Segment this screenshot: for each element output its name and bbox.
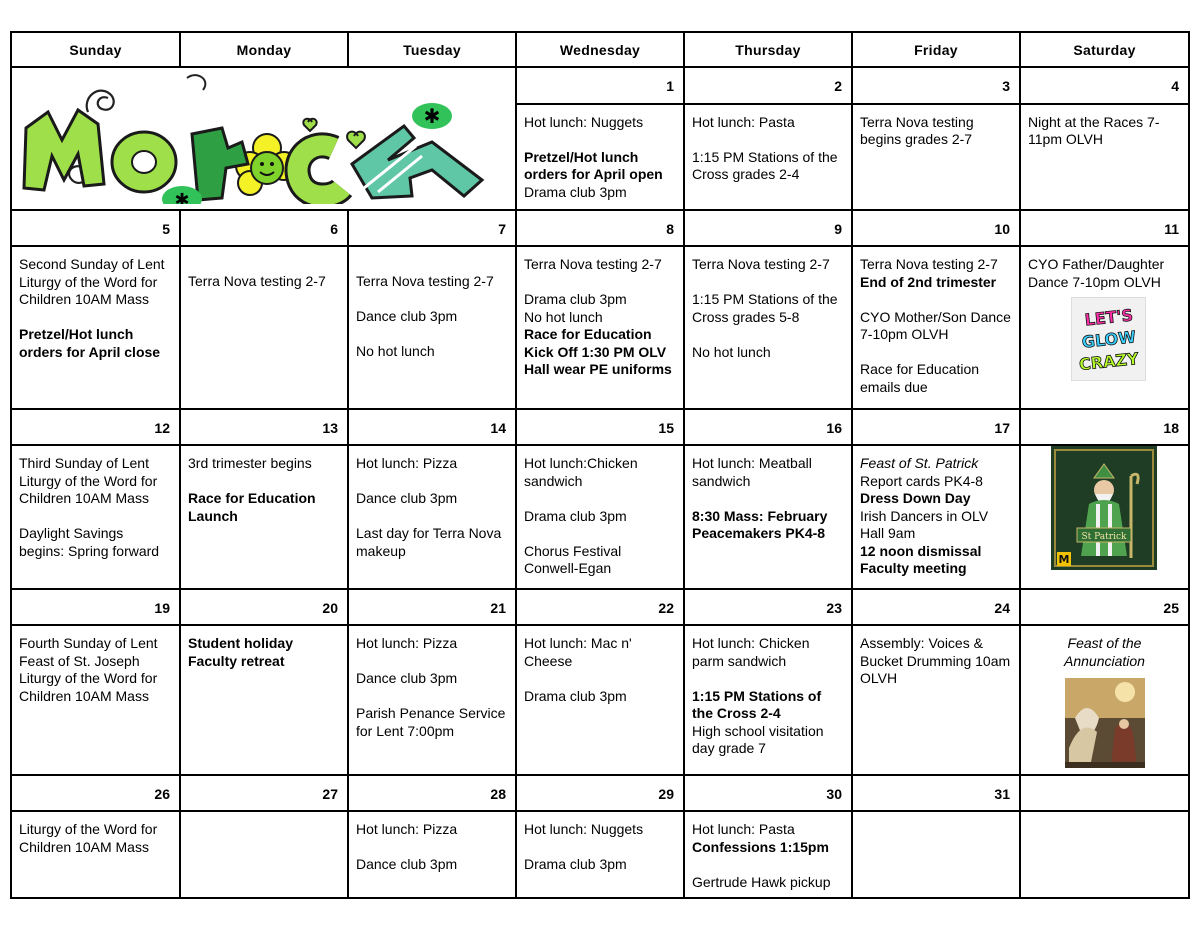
day-cell-21 bbox=[348, 625, 516, 775]
day-number-12: 12 bbox=[11, 409, 180, 445]
march-banner bbox=[11, 67, 516, 210]
event-text: Hot lunch: Pizza bbox=[356, 635, 458, 651]
event-text: Feast of St. Patrick bbox=[860, 455, 979, 471]
march-title-art bbox=[12, 68, 512, 204]
day-cell-30 bbox=[684, 811, 852, 898]
day-number-24: 24 bbox=[852, 589, 1020, 625]
event-text: Race for Education emails due bbox=[860, 361, 980, 395]
day-cell-6 bbox=[180, 246, 348, 409]
event-text: Terra Nova testing 2-7 bbox=[692, 256, 830, 272]
event-text: No hot lunch bbox=[692, 343, 771, 360]
event-text: Report cards PK4-8 bbox=[860, 472, 983, 489]
publisher-badge: M bbox=[1058, 553, 1070, 566]
event-text: Drama club 3pm bbox=[524, 507, 627, 524]
day-number-10: 10 bbox=[852, 210, 1020, 246]
event-text: Hot lunch:Chicken sandwich bbox=[524, 455, 638, 489]
heart-icon bbox=[303, 119, 316, 131]
day-cell-2 bbox=[684, 104, 852, 210]
st-patrick-caption: St Patrick bbox=[1081, 532, 1127, 542]
day-number-28: 28 bbox=[348, 775, 516, 811]
day-number-14: 14 bbox=[348, 409, 516, 445]
event-text: Pretzel/Hot lunch orders for April open bbox=[524, 148, 663, 183]
annunciation-image bbox=[1065, 678, 1145, 768]
event-text: Fourth Sunday of Lent Feast of St. Joseph Liturgy of the Word for Children 10AM Mass bbox=[19, 635, 158, 704]
event-text: 1:15 PM Stations of the Cross grades 2-4 bbox=[692, 148, 838, 183]
event-text: Daylight Savings begins: Spring forward bbox=[19, 525, 160, 559]
day-number-20: 20 bbox=[180, 589, 348, 625]
empty-day-cell bbox=[1020, 811, 1189, 898]
event-text: Third Sunday of Lent Liturgy of the Word for Children 10AM Mass bbox=[19, 455, 158, 506]
event-text: CYO Father/Daughter Dance 7-10pm OLVH bbox=[1028, 256, 1165, 290]
sticker-word: CRAZY bbox=[1077, 348, 1139, 375]
event-text: Gertrude Hawk pickup bbox=[692, 873, 831, 890]
event-text: End of 2nd trimester bbox=[860, 273, 997, 290]
day-number-15: 15 bbox=[516, 409, 684, 445]
lets-glow-crazy-sticker bbox=[1071, 297, 1146, 381]
glow-sticker-art bbox=[1076, 303, 1142, 375]
event-text: Race for Education Launch bbox=[188, 490, 316, 524]
event-text: Drama club 3pm bbox=[524, 856, 627, 872]
day-number-25: 25 bbox=[1020, 589, 1189, 625]
sticker-word: LET'S bbox=[1083, 305, 1134, 330]
day-number-19: 19 bbox=[11, 589, 180, 625]
day-cell-17 bbox=[852, 445, 1020, 589]
weekday-header-row bbox=[11, 32, 1189, 67]
event-text: Hot lunch: Pasta bbox=[692, 821, 795, 837]
event-text: 8:30 Mass: February Peacemakers PK4-8 bbox=[692, 507, 828, 541]
day-cell-23 bbox=[684, 625, 852, 775]
event-text: CYO Mother/Son Dance 7-10pm OLVH bbox=[860, 308, 1011, 342]
day-cell-10 bbox=[852, 246, 1020, 409]
march-calendar bbox=[10, 31, 1190, 899]
day-cell-31 bbox=[852, 811, 1020, 898]
event-text: No hot lunch bbox=[356, 343, 435, 359]
event-text: Drama club 3pm bbox=[524, 183, 627, 200]
weekday-tuesday: Tuesday bbox=[348, 32, 516, 67]
week-3-events-row bbox=[11, 445, 1189, 589]
day-cell-1 bbox=[516, 104, 684, 210]
event-text: Pretzel/Hot lunch orders for April close bbox=[19, 326, 161, 360]
event-text: Hot lunch: Pasta bbox=[692, 113, 795, 130]
event-text: Terra Nova testing 2-7 bbox=[524, 256, 662, 272]
event-text: Dance club 3pm bbox=[356, 670, 458, 686]
svg-text:✱: ✱ bbox=[423, 106, 441, 128]
day-number-21: 21 bbox=[348, 589, 516, 625]
day-cell-27 bbox=[180, 811, 348, 898]
letter-c bbox=[298, 145, 342, 195]
weekday-monday: Monday bbox=[180, 32, 348, 67]
day-number-27: 27 bbox=[180, 775, 348, 811]
event-text: Parish Penance Service for Lent 7:00pm bbox=[356, 705, 506, 739]
week-3-number-row bbox=[11, 409, 1189, 445]
event-text: Dress Down Day bbox=[860, 490, 971, 506]
day-cell-28 bbox=[348, 811, 516, 898]
event-text: Race for Education Kick Off 1:30 PM OLV Hall wear PE uniforms bbox=[524, 326, 672, 377]
swirl-icon bbox=[187, 75, 205, 90]
day-cell-19 bbox=[11, 625, 180, 775]
event-text: Hot lunch: Meatball sandwich bbox=[692, 455, 812, 489]
day-number-13: 13 bbox=[180, 409, 348, 445]
day-cell-11 bbox=[1020, 246, 1189, 409]
letter-m bbox=[24, 110, 104, 190]
day-cell-5 bbox=[11, 246, 180, 409]
weekday-saturday: Saturday bbox=[1020, 32, 1189, 67]
event-text: Student holiday Faculty retreat bbox=[188, 635, 293, 669]
day-number-3: 3 bbox=[852, 67, 1020, 104]
day-cell-12 bbox=[11, 445, 180, 589]
event-text: Confessions 1:15pm bbox=[692, 838, 829, 855]
event-text: Chorus Festival Conwell-Egan bbox=[524, 542, 622, 576]
week-2-number-row bbox=[11, 210, 1189, 246]
week-5-events-row bbox=[11, 811, 1189, 898]
st-patrick-image bbox=[1051, 446, 1157, 570]
day-number-18: 18 bbox=[1020, 409, 1189, 445]
event-text: High school visitation day grade 7 bbox=[692, 722, 824, 756]
event-text: Liturgy of the Word for Children 10AM Mass bbox=[19, 821, 158, 855]
day-number-8: 8 bbox=[516, 210, 684, 246]
week-4-events-row bbox=[11, 625, 1189, 775]
event-text: Dance club 3pm bbox=[356, 490, 458, 506]
day-number-4: 4 bbox=[1020, 67, 1189, 104]
event-text: Terra Nova testing 2-7 bbox=[860, 256, 998, 272]
event-text: Second Sunday of Lent Liturgy of the Word for Children 10AM Mass bbox=[19, 256, 165, 307]
day-cell-7 bbox=[348, 246, 516, 409]
weekday-sunday: Sunday bbox=[11, 32, 180, 67]
week-4-number-row bbox=[11, 589, 1189, 625]
day-number-7: 7 bbox=[348, 210, 516, 246]
day-number-6: 6 bbox=[180, 210, 348, 246]
day-cell-20 bbox=[180, 625, 348, 775]
event-text: Night at the Races 7-11pm OLVH bbox=[1028, 113, 1160, 148]
day-number-26: 26 bbox=[11, 775, 180, 811]
day-number-11: 11 bbox=[1020, 210, 1189, 246]
event-text: 3rd trimester begins bbox=[188, 455, 312, 471]
day-cell-15 bbox=[516, 445, 684, 589]
event-text: 1:15 PM Stations of the Cross 2-4 bbox=[692, 687, 822, 721]
event-text: Dance club 3pm bbox=[356, 856, 458, 872]
day-number-9: 9 bbox=[684, 210, 852, 246]
weekday-friday: Friday bbox=[852, 32, 1020, 67]
day-cell-26 bbox=[11, 811, 180, 898]
event-text: Hot lunch: Pizza bbox=[356, 455, 458, 471]
event-text: 12 noon dismissal Faculty meeting bbox=[860, 542, 982, 576]
day-cell-3 bbox=[852, 104, 1020, 210]
week-5-number-row bbox=[11, 775, 1189, 811]
day-cell-29 bbox=[516, 811, 684, 898]
day-number-22: 22 bbox=[516, 589, 684, 625]
event-text: Hot lunch: Nuggets bbox=[524, 821, 644, 837]
day-number-23: 23 bbox=[684, 589, 852, 625]
week-2-events-row bbox=[11, 246, 1189, 409]
day-cell-18 bbox=[1020, 445, 1189, 589]
day-number-30: 30 bbox=[684, 775, 852, 811]
weekday-thursday: Thursday bbox=[684, 32, 852, 67]
event-text: Last day for Terra Nova makeup bbox=[356, 525, 502, 559]
day-number-17: 17 bbox=[852, 409, 1020, 445]
swirl-icon bbox=[87, 91, 114, 112]
day-number-29: 29 bbox=[516, 775, 684, 811]
sticker-word: GLOW bbox=[1080, 327, 1137, 352]
day-cell-22 bbox=[516, 625, 684, 775]
day-number-31: 31 bbox=[852, 775, 1020, 811]
day-cell-13 bbox=[180, 445, 348, 589]
event-text: Hot lunch: Nuggets bbox=[524, 113, 644, 130]
day-cell-24 bbox=[852, 625, 1020, 775]
event-text: Drama club 3pm bbox=[524, 687, 627, 704]
event-text: Assembly: Voices & Bucket Drumming 10am OLVH bbox=[860, 635, 1011, 686]
day-cell-14 bbox=[348, 445, 516, 589]
day-number-1: 1 bbox=[516, 67, 684, 104]
event-text: Dance club 3pm bbox=[356, 308, 458, 324]
event-text: Terra Nova testing 2-7 bbox=[188, 273, 326, 289]
heart-icon bbox=[347, 132, 365, 148]
event-text: Hot lunch: Chicken parm sandwich bbox=[692, 635, 810, 669]
event-text: 1:15 PM Stations of the Cross grades 5-8 bbox=[692, 291, 838, 325]
event-text: Terra Nova testing 2-7 bbox=[356, 273, 494, 289]
week-1-number-row bbox=[11, 67, 1189, 104]
event-text: Hot lunch: Pizza bbox=[356, 821, 458, 837]
event-text: Hot lunch: Mac n' Cheese bbox=[524, 635, 632, 669]
day-number-5: 5 bbox=[11, 210, 180, 246]
day-cell-8 bbox=[516, 246, 684, 409]
event-text: Irish Dancers in OLV Hall 9am bbox=[860, 507, 989, 541]
empty-day-number bbox=[1020, 775, 1189, 811]
day-cell-9 bbox=[684, 246, 852, 409]
day-number-2: 2 bbox=[684, 67, 852, 104]
event-text: Terra Nova testing begins grades 2-7 bbox=[860, 113, 974, 148]
day-number-16: 16 bbox=[684, 409, 852, 445]
event-text: Feast of the Annunciation bbox=[1064, 635, 1145, 669]
day-cell-16 bbox=[684, 445, 852, 589]
event-text: Drama club 3pm No hot lunch bbox=[524, 291, 627, 325]
day-cell-4 bbox=[1020, 104, 1189, 210]
weekday-wednesday: Wednesday bbox=[516, 32, 684, 67]
svg-text:✱: ✱ bbox=[174, 190, 190, 204]
day-cell-25 bbox=[1020, 625, 1189, 775]
